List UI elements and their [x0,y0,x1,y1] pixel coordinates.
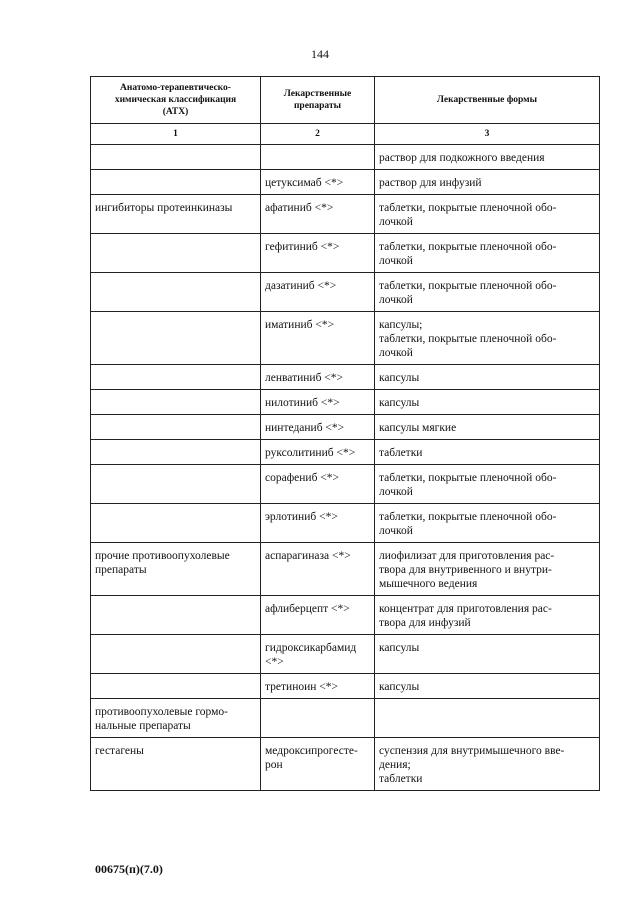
column-number-row [91,124,600,145]
drug-cell [261,145,375,170]
drug-cell: ленватиниб <*> [261,365,375,390]
table-row [91,390,600,415]
atx-cell [91,635,261,674]
drug-cell: афатиниб <*> [261,195,375,234]
atx-cell: гестагены [91,738,261,791]
atx-cell [91,596,261,635]
forms-cell: капсулы [375,390,600,415]
atx-cell: ингибиторы протеинкиназы [91,195,261,234]
atx-cell [91,674,261,699]
table-row [91,365,600,390]
drug-cell: нилотиниб <*> [261,390,375,415]
table-row [91,465,600,504]
header-atx: Анатомо-терапевтическо- химическая классификация (АТХ) [91,77,261,124]
document-code: 00675(п)(7.0) [95,862,163,876]
forms-cell: лиофилизат для приготовления рас- твора для внутривенного и внутри- мышечного ведения [375,543,600,596]
forms-cell: таблетки, покрытые пленочной обо- лочкой [375,234,600,273]
page-number: 144 [311,47,329,61]
table-row [91,504,600,543]
medication-table [90,76,600,791]
atx-cell [91,365,261,390]
table-row [91,635,600,674]
forms-cell: концентрат для приготовления рас- твора для инфузий [375,596,600,635]
forms-cell: капсулы [375,674,600,699]
drug-cell: третиноин <*> [261,674,375,699]
forms-cell: таблетки, покрытые пленочной обо- лочкой [375,465,600,504]
table-row [91,699,600,738]
drug-cell: медроксипрогесте- рон [261,738,375,791]
forms-cell: капсулы; таблетки, покрытые пленочной обо- лочкой [375,312,600,365]
column-number-1: 1 [91,124,261,145]
header-forms: Лекарственные формы [375,77,600,124]
forms-cell: капсулы [375,365,600,390]
drug-cell: аспарагиназа <*> [261,543,375,596]
drug-cell: эрлотиниб <*> [261,504,375,543]
drug-cell: сорафениб <*> [261,465,375,504]
drug-cell: дазатиниб <*> [261,273,375,312]
drug-cell [261,699,375,738]
drug-cell: цетуксимаб <*> [261,170,375,195]
drug-cell: нинтеданиб <*> [261,415,375,440]
header-drugs: Лекарственные препараты [261,77,375,124]
forms-cell [375,699,600,738]
drug-cell: гефитиниб <*> [261,234,375,273]
table-header-row [91,77,600,124]
atx-cell: прочие противоопухолевые препараты [91,543,261,596]
atx-cell [91,504,261,543]
table-row [91,415,600,440]
column-number-3: 3 [375,124,600,145]
atx-cell [91,465,261,504]
table-row [91,234,600,273]
forms-cell: таблетки [375,440,600,465]
forms-cell: таблетки, покрытые пленочной обо- лочкой [375,504,600,543]
drug-cell: гидроксикарбамид <*> [261,635,375,674]
drug-cell: афлиберцепт <*> [261,596,375,635]
atx-cell [91,390,261,415]
table-row [91,674,600,699]
table-row [91,195,600,234]
atx-cell [91,440,261,465]
table-row [91,273,600,312]
atx-cell [91,234,261,273]
table-row [91,738,600,791]
table-row [91,543,600,596]
forms-cell: раствор для инфузий [375,170,600,195]
column-number-2: 2 [261,124,375,145]
atx-cell: противоопухолевые гормо- нальные препараты [91,699,261,738]
forms-cell: таблетки, покрытые пленочной обо- лочкой [375,273,600,312]
drug-cell: иматиниб <*> [261,312,375,365]
atx-cell [91,170,261,195]
table-row [91,145,600,170]
forms-cell: капсулы мягкие [375,415,600,440]
table-row [91,170,600,195]
table-row [91,596,600,635]
table-row [91,440,600,465]
drug-cell: руксолитиниб <*> [261,440,375,465]
atx-cell [91,312,261,365]
atx-cell [91,145,261,170]
forms-cell: раствор для подкожного введения [375,145,600,170]
atx-cell [91,273,261,312]
atx-cell [91,415,261,440]
table-row [91,312,600,365]
forms-cell: капсулы [375,635,600,674]
forms-cell: суспензия для внутримышечного вве- дения; таблетки [375,738,600,791]
forms-cell: таблетки, покрытые пленочной обо- лочкой [375,195,600,234]
